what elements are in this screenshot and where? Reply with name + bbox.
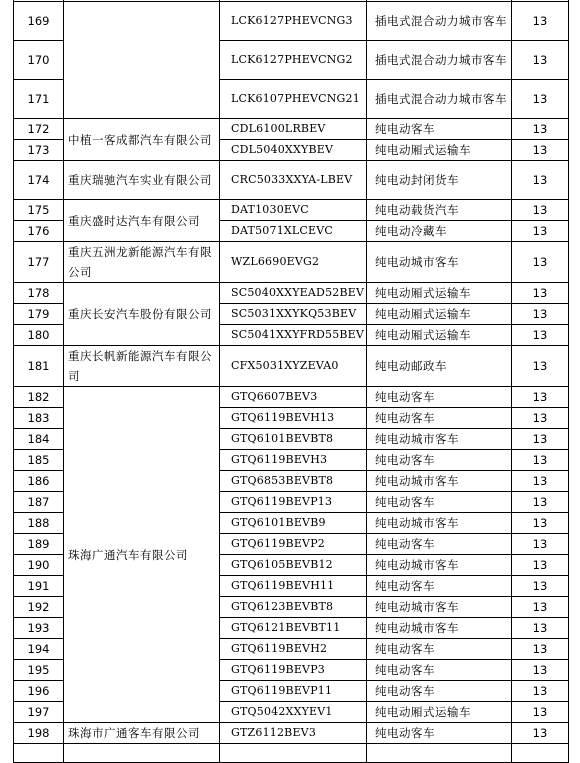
- batch-number: 13: [512, 221, 569, 242]
- batch-number: 13: [512, 534, 569, 555]
- batch-number: 13: [512, 387, 569, 408]
- row-number: 186: [14, 471, 64, 492]
- row-number: 189: [14, 534, 64, 555]
- batch-number: 13: [512, 492, 569, 513]
- product-model: LCK6127PHEVCNG3: [220, 2, 367, 41]
- row-number: 173: [14, 140, 64, 161]
- row-number: 177: [14, 242, 64, 283]
- batch-number: 13: [512, 555, 569, 576]
- row-number: 196: [14, 681, 64, 702]
- batch-number: 13: [512, 408, 569, 429]
- product-model: GTQ6119BEVP11: [220, 681, 367, 702]
- product-type: 纯电动城市客车: [367, 429, 512, 450]
- table-row: [14, 2, 569, 41]
- product-model: GTQ6119BEVH2: [220, 639, 367, 660]
- vehicle-catalog-table: [13, 0, 569, 763]
- batch-number: 13: [512, 2, 569, 41]
- batch-number: 13: [512, 161, 569, 200]
- batch-number: 13: [512, 513, 569, 534]
- table-row: [14, 387, 569, 408]
- batch-number: 13: [512, 702, 569, 723]
- batch-number: 13: [512, 242, 569, 283]
- batch-number: 13: [512, 140, 569, 161]
- product-type: 纯电动厢式运输车: [367, 325, 512, 346]
- product-type: 纯电动客车: [367, 639, 512, 660]
- row-number: 188: [14, 513, 64, 534]
- product-type: 纯电动客车: [367, 660, 512, 681]
- row-number: 171: [14, 80, 64, 119]
- product-model: GTQ6853BEVBT8: [220, 471, 367, 492]
- batch-number: 13: [512, 450, 569, 471]
- product-type: 纯电动厢式运输车: [367, 283, 512, 304]
- company-name: 重庆盛时达汽车有限公司: [64, 200, 220, 242]
- row-number: 184: [14, 429, 64, 450]
- row-number: 193: [14, 618, 64, 639]
- batch-number: 13: [512, 41, 569, 80]
- company-name: 中植一客成都汽车有限公司: [64, 119, 220, 161]
- product-model: GTQ6119BEVP2: [220, 534, 367, 555]
- batch-number: 13: [512, 304, 569, 325]
- product-model: CDL6100LRBEV: [220, 119, 367, 140]
- table-row-partial: [14, 744, 569, 763]
- product-model: LCK6107PHEVCNG21: [220, 80, 367, 119]
- product-type: 纯电动城市客车: [367, 618, 512, 639]
- batch-number: 13: [512, 660, 569, 681]
- row-number: 180: [14, 325, 64, 346]
- batch-number: 13: [512, 429, 569, 450]
- batch-number: 13: [512, 618, 569, 639]
- row-number: 170: [14, 41, 64, 80]
- row-number: 187: [14, 492, 64, 513]
- product-model: GTQ5042XXYEV1: [220, 702, 367, 723]
- row-number: 194: [14, 639, 64, 660]
- product-type: 纯电动冷藏车: [367, 221, 512, 242]
- row-number: 179: [14, 304, 64, 325]
- product-type: 插电式混合动力城市客车: [367, 41, 512, 80]
- batch-number: 13: [512, 681, 569, 702]
- row-number: 172: [14, 119, 64, 140]
- company-name: 重庆长帆新能源汽车有限公司: [64, 346, 220, 387]
- product-type: 纯电动城市客车: [367, 555, 512, 576]
- batch-number: 13: [512, 576, 569, 597]
- product-type: 纯电动厢式运输车: [367, 702, 512, 723]
- product-model: GTQ6123BEVBT8: [220, 597, 367, 618]
- product-model: GTQ6119BEVH3: [220, 450, 367, 471]
- company-name: [64, 2, 220, 119]
- product-type: 纯电动客车: [367, 119, 512, 140]
- product-type: 插电式混合动力城市客车: [367, 80, 512, 119]
- product-type: 纯电动邮政车: [367, 346, 512, 387]
- product-type: 纯电动客车: [367, 723, 512, 744]
- table-row: [14, 161, 569, 200]
- product-model: GTQ6119BEVP3: [220, 660, 367, 681]
- row-number: 182: [14, 387, 64, 408]
- product-model: SC5041XXYFRD55BEV: [220, 325, 367, 346]
- row-number: 169: [14, 2, 64, 41]
- row-number: 198: [14, 723, 64, 744]
- batch-number: 13: [512, 346, 569, 387]
- product-type: 纯电动客车: [367, 387, 512, 408]
- company-name: 重庆瑞驰汽车实业有限公司: [64, 161, 220, 200]
- row-number: 190: [14, 555, 64, 576]
- product-model: CRC5033XXYA-LBEV: [220, 161, 367, 200]
- product-model: WZL6690EVG2: [220, 242, 367, 283]
- table-row: [14, 200, 569, 221]
- product-model: GTQ6119BEVH13: [220, 408, 367, 429]
- row-number: 183: [14, 408, 64, 429]
- product-type: 纯电动厢式运输车: [367, 140, 512, 161]
- batch-number: 13: [512, 283, 569, 304]
- product-model: GTQ6105BEVB12: [220, 555, 367, 576]
- batch-number: 13: [512, 325, 569, 346]
- product-type: 纯电动封闭货车: [367, 161, 512, 200]
- company-name: 珠海广通汽车有限公司: [64, 387, 220, 723]
- row-number: 185: [14, 450, 64, 471]
- product-model: DAT1030EVC: [220, 200, 367, 221]
- row-number: 174: [14, 161, 64, 200]
- product-type: 纯电动城市客车: [367, 597, 512, 618]
- product-model: GTQ6119BEVH11: [220, 576, 367, 597]
- company-name: 重庆长安汽车股份有限公司: [64, 283, 220, 346]
- batch-number: 13: [512, 80, 569, 119]
- company-name: 珠海市广通客车有限公司: [64, 723, 220, 744]
- table-row: [14, 119, 569, 140]
- row-number: 181: [14, 346, 64, 387]
- table-row: [14, 346, 569, 387]
- product-type: 插电式混合动力城市客车: [367, 2, 512, 41]
- batch-number: 13: [512, 200, 569, 221]
- product-model: GTQ6101BEVB9: [220, 513, 367, 534]
- product-model: CDL5040XXYBEV: [220, 140, 367, 161]
- company-name: 重庆五洲龙新能源汽车有限公司: [64, 242, 220, 283]
- product-model: SC5031XXYKQ53BEV: [220, 304, 367, 325]
- product-type: 纯电动城市客车: [367, 513, 512, 534]
- product-type: 纯电动城市客车: [367, 242, 512, 283]
- product-model: LCK6127PHEVCNG2: [220, 41, 367, 80]
- row-number: 176: [14, 221, 64, 242]
- product-model: SC5040XXYEAD52BEV: [220, 283, 367, 304]
- product-type: 纯电动客车: [367, 576, 512, 597]
- table-row: [14, 283, 569, 304]
- batch-number: 13: [512, 119, 569, 140]
- product-type: 纯电动客车: [367, 492, 512, 513]
- product-type: 纯电动载货汽车: [367, 200, 512, 221]
- batch-number: 13: [512, 471, 569, 492]
- row-number: 178: [14, 283, 64, 304]
- row-number: 195: [14, 660, 64, 681]
- product-model: GTQ6121BEVBT11: [220, 618, 367, 639]
- batch-number: 13: [512, 597, 569, 618]
- product-type: 纯电动客车: [367, 450, 512, 471]
- row-number: 175: [14, 200, 64, 221]
- product-model: DAT5071XLCEVC: [220, 221, 367, 242]
- product-type: 纯电动厢式运输车: [367, 304, 512, 325]
- row-number: 191: [14, 576, 64, 597]
- product-type: 纯电动客车: [367, 681, 512, 702]
- table-row: [14, 242, 569, 283]
- product-type: 纯电动城市客车: [367, 471, 512, 492]
- product-model: GTQ6119BEVP13: [220, 492, 367, 513]
- product-model: GTZ6112BEV3: [220, 723, 367, 744]
- product-model: GTQ6101BEVBT8: [220, 429, 367, 450]
- product-model: CFX5031XYZEVA0: [220, 346, 367, 387]
- row-number: 197: [14, 702, 64, 723]
- product-model: GTQ6607BEV3: [220, 387, 367, 408]
- batch-number: 13: [512, 639, 569, 660]
- product-type: 纯电动客车: [367, 534, 512, 555]
- batch-number: 13: [512, 723, 569, 744]
- table-row: [14, 723, 569, 744]
- row-number: 192: [14, 597, 64, 618]
- product-type: 纯电动客车: [367, 408, 512, 429]
